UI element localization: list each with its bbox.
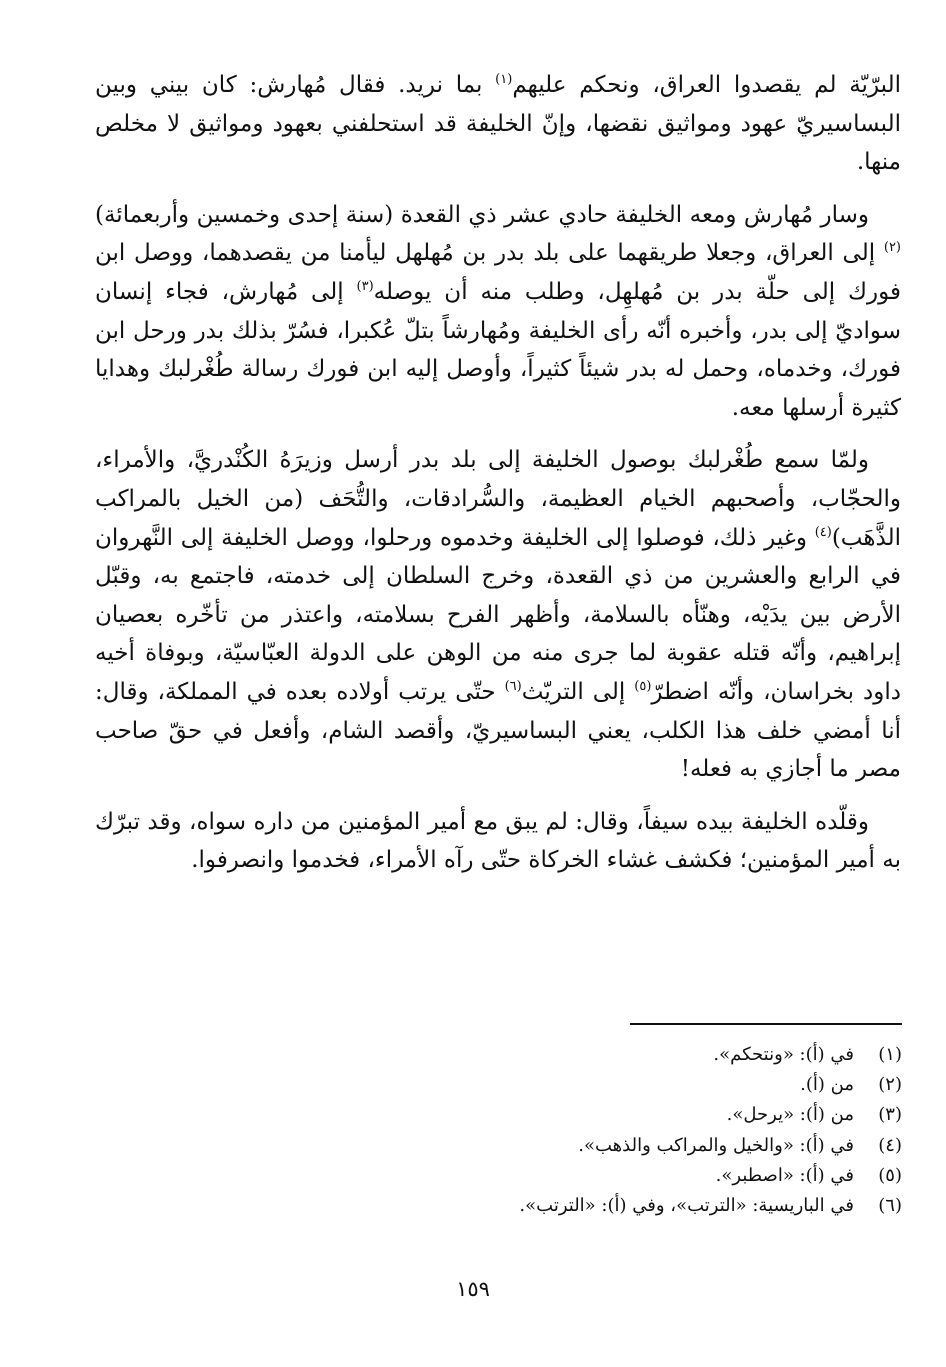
footnote-marker: (٥) — [634, 678, 652, 694]
text-run: وقلّده الخليفة بيده سيفاً، وقال: لم يبق مع أمير المؤمنين من داره سواه، وقد تبرّك به أمير المؤمنين؛ فكشف غشاء الخركاة حتّى رآه الأمراء، فخدموا وانصرفوا. — [95, 808, 901, 874]
footnote-divider — [630, 1023, 902, 1025]
footnote-text: في (أ): «ونتحكم». — [713, 1044, 854, 1065]
footnote-number: (٣) — [878, 1104, 902, 1126]
footnote-text: من (أ): «يرحل». — [726, 1104, 854, 1126]
footnote-number: (٥) — [878, 1164, 902, 1186]
text-run: حتّى يرتب أولاده بعده في المملكة، وقال: أنا أمضي خلف هذا الكلب، يعني البساسيريّ، وأقصد الشام، وأفعل في حقّ صاحب مصر ما أجازي به فعله! — [95, 678, 901, 783]
footnote-marker: (٣) — [356, 278, 374, 294]
text-run: إلى مُهارش، فجاء إنسان سواديّ إلى بدر، وأخبره أنّه رأى الخليفة ومُهارشاً بتلّ عُكبرا، فسُرّ بذلك بدر ورحل ابن فورك، وخدماه، وحمل له بدر شيئاً كثيراً، وأوصل إليه ابن فورك رسالة طُغْرلبك وهدايا كثيرة أرسلها معه. — [95, 278, 901, 421]
text-run: وغير ذلك، فوصلوا إلى الخليفة وخدموه ورحلوا، ووصل الخليفة إلى النَّهروان في الرابع والعشرين من ذي القعدة، وخرج السلطان إلى خدمته، فاجتمع به، وقبّل الأرض بين يدَيْه، وهنّأه بالسلامة، وأظهر الفرح بسلامته، واعتذر من تأخّره بعصيان إبراهيم، وأنّه قتله عقوبة لما جرى منه من الوهن على الدولة العبّاسيّة، وبوفاة أخيه داود بخراسان، وأنّه اضطرّ — [95, 524, 901, 705]
paragraph — [95, 441, 901, 788]
footnote-marker: (١) — [495, 72, 513, 87]
paragraph — [95, 196, 901, 428]
paragraph — [95, 66, 901, 182]
footnote-text: في (أ): «والخيل والمراكب والذهب». — [578, 1134, 854, 1156]
main-text — [95, 66, 901, 880]
footnote-item — [300, 1040, 902, 1070]
text-run: بما نريد. فقال مُهارش: كان بيني وبين البساسيريّ عهود ومواثيق نقضها، وإنّ الخليفة قد استحلفني بعهود ومواثيق لا مخلص منها. — [95, 72, 901, 176]
text-run: إلى العراق، وجعلا طريقهما على بلد بدر بن مُهلهل ليأمنا من يقصدهما، ووصل ابن فورك إلى حلّة بدر بن مُهلهِل، وطلب منه أن يوصله — [95, 240, 901, 305]
footnote-number: (٢) — [878, 1074, 902, 1096]
footnote-text: في الباريسية: «الترتب»، وفي (أ): «الترتب». — [519, 1195, 854, 1217]
text-run: ولمّا سمع طُغْرلبك بوصول الخليفة إلى بلد بدر أرسل وزيرَهُ الكُنْدريَّ، والأمراء، والحجّاب، وأصحبهم الخيام العظيمة، والسُّرادقات، والتُّحَف (من الخيل بالمراكب الذَّهَب) — [95, 447, 901, 551]
footnote-item — [300, 1131, 902, 1161]
paragraph — [95, 803, 901, 880]
footnote-item — [300, 1191, 902, 1221]
footnote-number: (٤) — [878, 1134, 902, 1156]
footnote-text: في (أ): «اصطبر». — [715, 1164, 854, 1186]
footnote-number: (٦) — [878, 1195, 902, 1217]
footnote-marker: (٤) — [814, 524, 832, 540]
text-run: إلى التريّث — [521, 678, 635, 705]
footnote-marker: (٢) — [883, 240, 901, 256]
text-run: البرّيّة لم يقصدوا العراق، ونحكم عليهم — [512, 72, 901, 98]
footnote-item — [300, 1161, 902, 1191]
page-number: ١٥٩ — [456, 1277, 490, 1301]
footnotes-list — [300, 1040, 902, 1221]
text-run: وسار مُهارش ومعه الخليفة حادي عشر ذي القعدة (سنة إحدى وخمسين وأربعمائة) — [95, 201, 869, 228]
footnote-item — [300, 1100, 902, 1130]
footnote-item — [300, 1070, 902, 1100]
footnote-text: من (أ). — [800, 1074, 854, 1096]
footnote-marker: (٦) — [504, 678, 522, 694]
footnote-number: (١) — [878, 1044, 902, 1065]
